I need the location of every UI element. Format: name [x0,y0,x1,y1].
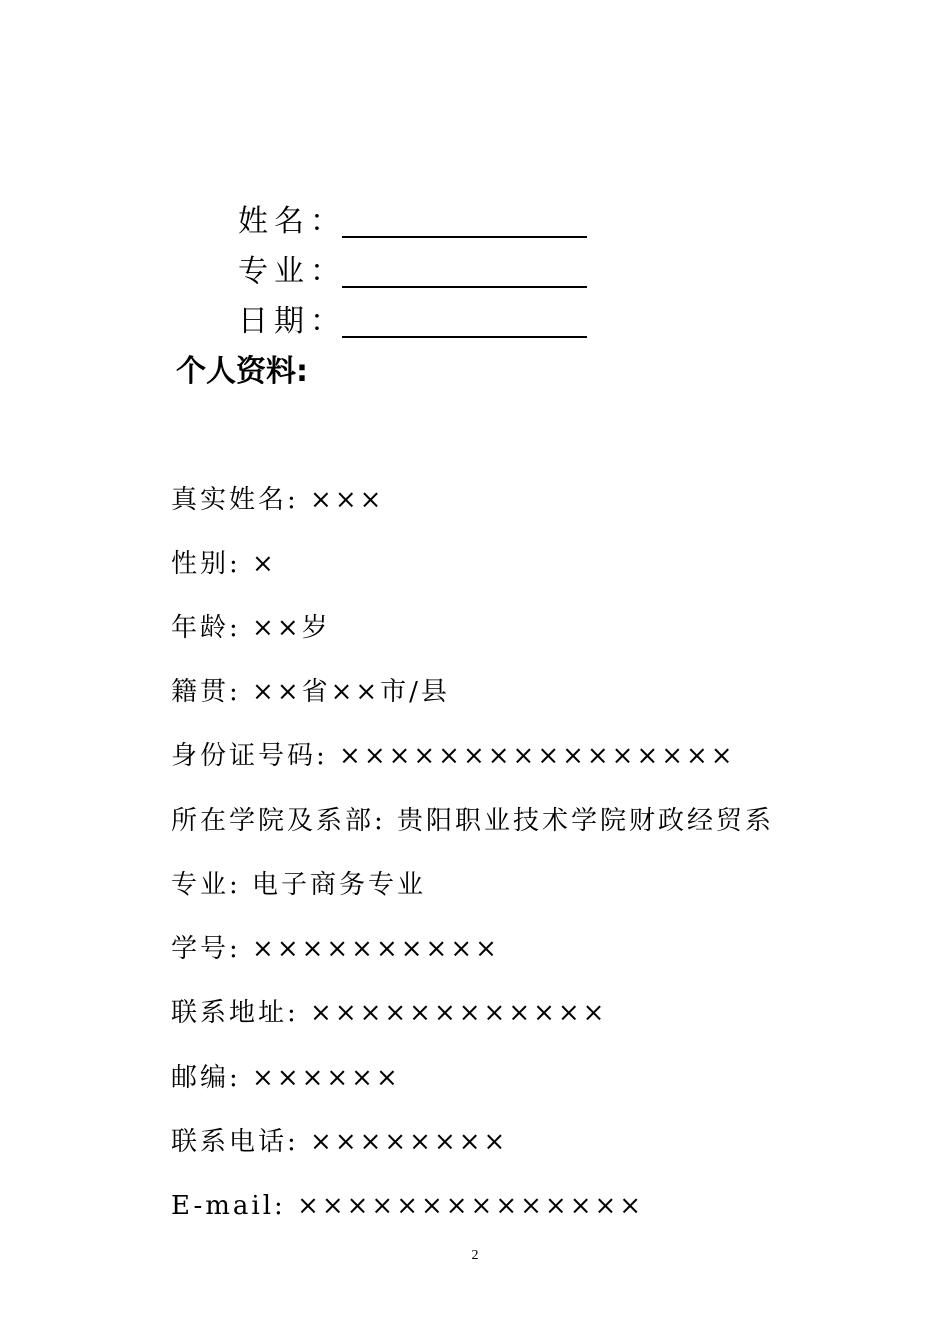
cover-underline-name [342,236,587,238]
info-value: 电子商务专业 [252,870,427,900]
info-label: 籍贯: [171,677,253,707]
info-row-id-number [171,738,736,774]
cover-label-name: 姓名： [238,204,346,239]
info-row-student-id [171,931,500,967]
info-value: ××省××市/县 [252,677,450,707]
info-row-age [171,610,331,646]
info-row-postcode [171,1060,401,1096]
info-row-email [171,1188,644,1224]
cover-label-date: 日期： [238,304,346,339]
info-label: 性别: [171,549,253,579]
info-value: 贵阳职业技术学院财政经贸系 [397,806,775,836]
info-row-hometown [171,674,450,710]
cover-underline-date [342,336,587,338]
info-label: E-mail: [171,1191,298,1221]
cover-underline-major [342,286,587,288]
info-label: 联系电话: [171,1127,311,1157]
info-value: ×××××××××××××× [297,1191,645,1221]
section-title: 个人资料: [176,354,308,389]
cover-field-major [238,250,346,290]
info-row-phone [171,1124,508,1160]
page-number: 2 [471,1248,479,1263]
info-value: ×××××× [252,1063,401,1093]
info-label: 专业: [171,870,253,900]
info-value: ×××××××× [310,1127,509,1157]
info-row-address [171,995,607,1031]
info-label: 联系地址: [171,998,311,1028]
info-value: ××岁 [252,613,331,643]
info-value: ×××××××××××××××× [339,741,736,771]
info-value: ×××××××××××× [310,998,608,1028]
cover-label-major: 专业： [238,254,346,289]
info-label: 所在学院及系部: [171,806,398,836]
info-row-gender [171,546,277,582]
info-row-real-name [171,482,384,518]
info-row-major [171,867,426,903]
info-label: 身份证号码: [171,741,340,771]
info-value: × [252,549,277,579]
info-label: 邮编: [171,1063,253,1093]
info-label: 学号: [171,934,253,964]
info-row-college [171,803,774,839]
cover-field-date [238,300,346,340]
info-value: ××× [310,485,385,515]
cover-field-name [238,200,346,240]
info-label: 真实姓名: [171,485,311,515]
info-label: 年龄: [171,613,253,643]
info-value: ×××××××××× [252,934,500,964]
